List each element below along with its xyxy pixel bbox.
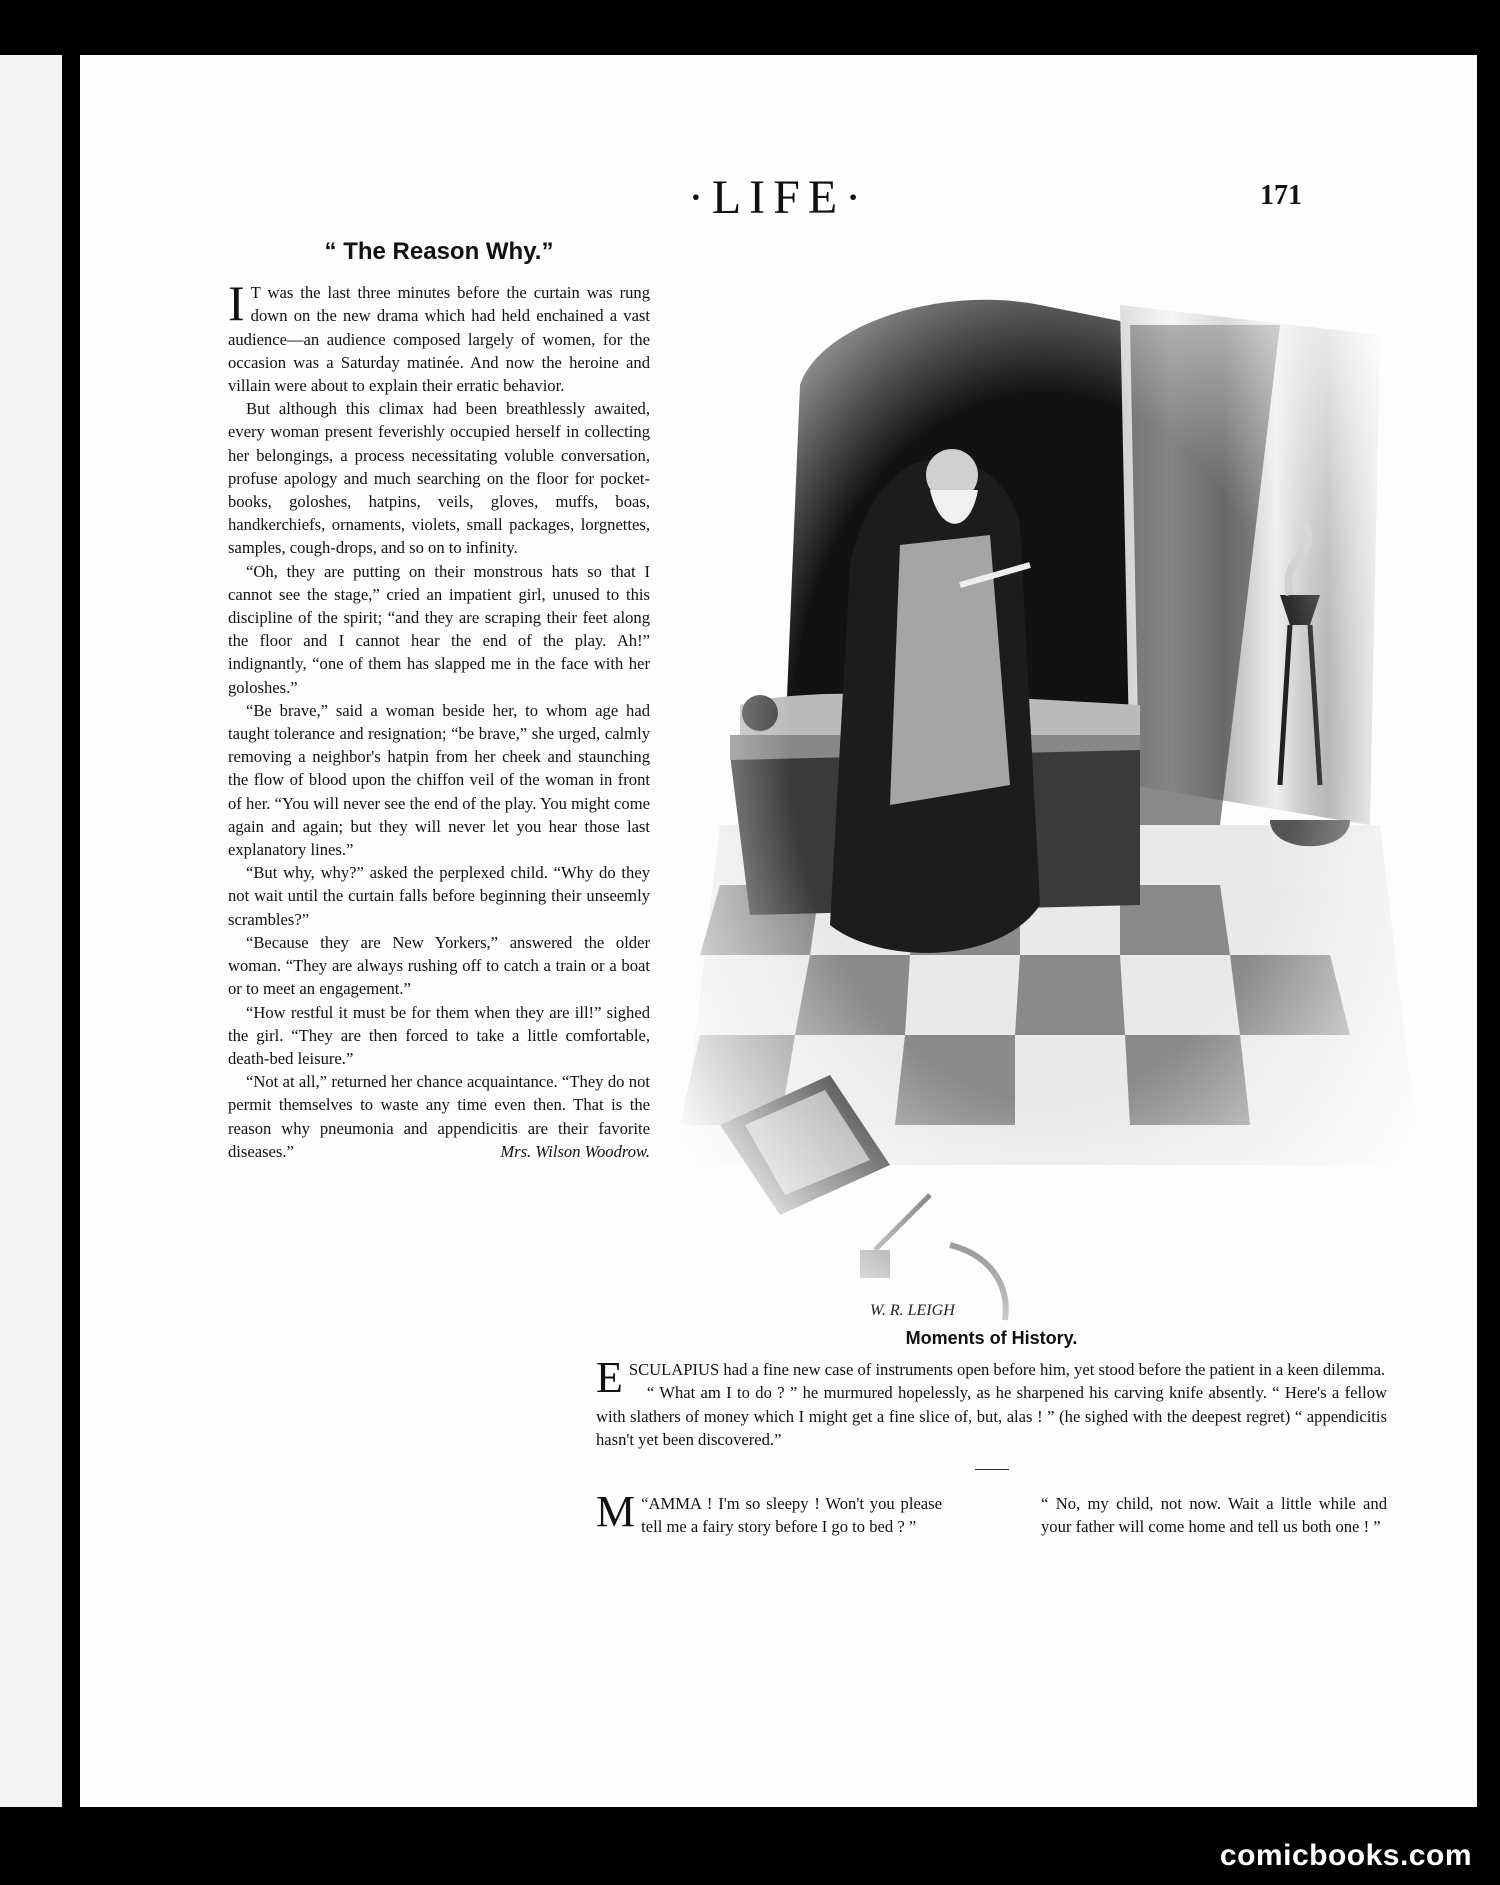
byline: Mrs. Wilson Woodrow.	[500, 1141, 650, 1161]
article-column	[228, 240, 650, 1163]
joke-mother-line: “ No, my child, not now. Wait a little while and your father will come home and tell us both one ! ”	[1041, 1494, 1387, 1537]
article-paragraph: “How restful it must be for them when they are ill!” sighed the girl. “They are then forced to take a little comfortable, death-bed leisure.”	[228, 1002, 650, 1068]
drop-cap: M	[596, 1487, 636, 1537]
article-paragraph: “Because they are New Yorkers,” answered the older woman. “They are always rushing off to catch a train or a boat or to meet an engagement.”	[228, 932, 650, 999]
joke	[596, 1487, 1387, 1538]
article-paragraph: I T was the last three minutes before the curtain was rung down on the new drama which had held enchained a vast audience—an audience composed largely of women, for the occasion was a Saturday matinée. And now the heroine and villain were about to explain their erratic behavior.	[228, 275, 650, 396]
drop-cap: E	[596, 1353, 623, 1403]
article-paragraph: “Oh, they are putting on their monstrous hats so that I cannot see the stage,” cried an impatient girl, unused to this discipline of the spirit; “and they are scraping their feet along the floor and I cannot hear the end of the play. Ah!” indignantly, “one of them has slapped me in the face with her goloshes.”	[228, 561, 650, 697]
artist-signature: W. R. LEIGH	[870, 1302, 955, 1319]
article-paragraph: “Not at all,” returned her chance acquaintance. “They do not permit themselves to waste any time even then. That is the reason why pneumonia and appendicitis are their favorite diseases.” Mrs. Wilson Woodrow.	[228, 1070, 650, 1163]
history-paragraph: “ What am I to do ? ” he murmured hopelessly, as he sharpened his carving knife absently. “ Here's a fellow with slathers of money which I might get a fine slice of, but, alas ! ” (he sighed with the deepest regret) “ appendicitis hasn't yet been discovered.”	[596, 1383, 1387, 1449]
section-title: Moments of History.	[905, 1328, 1078, 1348]
divider	[975, 1469, 1009, 1470]
site-watermark: comicbooks.com	[1219, 1839, 1472, 1872]
article-title: “ The Reason Why.”	[324, 238, 554, 265]
article-paragraph: “Be brave,” said a woman beside her, to whom age had taught tolerance and resignation; “be brave,” she urged, calmly removing a neighbor's hatpin from her cheek and staunching the flow of blood upon the chiffon veil of the woman in front of her. “You will never see the end of the play. You might come again and again; but they will never let you hear those last explanatory lines.”	[228, 700, 650, 860]
engraving-illustration	[660, 265, 1430, 1335]
magazine-page	[80, 55, 1477, 1807]
page-number: 171	[1260, 180, 1302, 211]
drop-cap: I	[228, 275, 245, 332]
history-column	[596, 1327, 1387, 1538]
masthead: ·LIFE·	[687, 171, 870, 224]
joke-child-line: “ M AMMA ! I'm so sleepy ! Won't you please tell me a fairy story before I go to bed ? ”	[596, 1487, 942, 1537]
article-paragraph: But although this climax had been breathlessly awaited, every woman present feverishly occupied herself in collecting her belongings, a process necessitating voluble conversation, profuse apology and much searching on the floor for pocket-books, goloshes, hatpins, veils, gloves, muffs, boas, handkerchiefs, ornaments, violets, small packages, lorgnettes, samples, cough-drops, and so on to infinity.	[228, 399, 650, 558]
article-paragraph: “But why, why?” asked the perplexed child. “Why do they not wait until the curtain falls before beginning their unseemly scrambles?”	[228, 863, 650, 929]
previous-page-edge	[0, 55, 62, 1807]
history-paragraph: ESCULAPIUS had a fine new case of instruments open before him, yet stood before the patient in a keen dilemma.	[596, 1353, 1386, 1403]
